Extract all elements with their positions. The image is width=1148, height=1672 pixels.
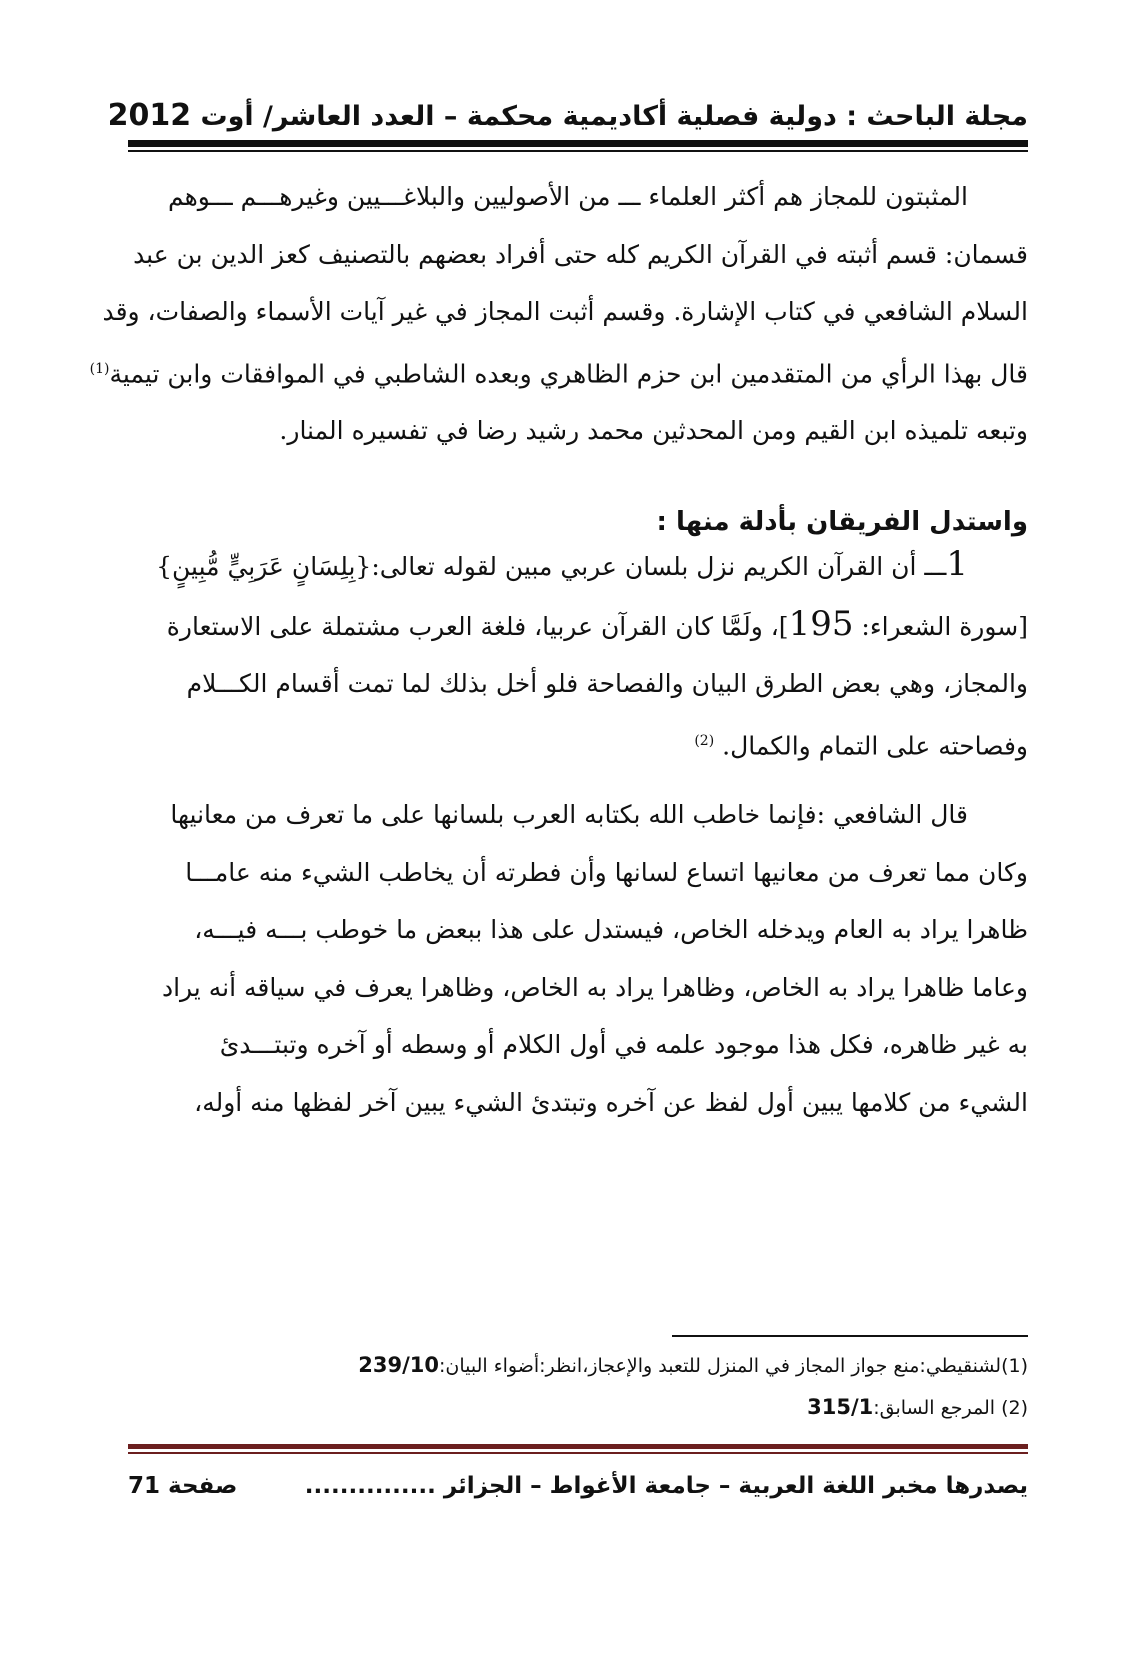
paragraph-3-line-1: قال الشافعي :فإنما خاطب الله بكتابه العرب بلسانها على ما تعرف من معانيها: [170, 800, 968, 829]
paragraph-2-line-1-text: ـــ أن القرآن الكريم نزل بلسان عربي مبين لقوله تعالى:{بِلِسَانٍ عَرَبِيٍّ مُّبِينٍ}: [156, 552, 947, 581]
footnote-1-ref: 239/10: [358, 1353, 439, 1377]
section-heading: واستدل الفريقان بأدلة منها :: [656, 507, 1028, 537]
paragraph-3-line-5: به غير ظاهره، فكل هذا موجود علمه في أول الكلام أو وسطه أو آخره وتبتـــدئ: [219, 1030, 1028, 1059]
verse-number: 195: [788, 603, 854, 644]
journal-title: مجلة الباحث : دولية فصلية أكاديمية محكمة – العدد العاشر/ أوت: [200, 101, 1028, 132]
paragraph-1-line-4: [89, 341, 1028, 403]
paragraph-1: [89, 168, 1028, 460]
paragraph-3-line-2: وكان مما تعرف من معانيها اتساع لسانها وأن فطرته أن يخاطب الشيء منه عامـــا: [185, 857, 1028, 887]
journal-header: [107, 96, 1028, 137]
page-footer: [128, 1466, 1028, 1506]
footer-rule-thin: [128, 1452, 1028, 1454]
paragraph-1-line-5: وتبعه تلميذه ابن القيم ومن المحدثين محمد رشيد رضا في تفسيره المنار.: [279, 416, 1028, 446]
footnote-2-mark: (2): [1001, 1397, 1028, 1419]
footnote-1: [128, 1350, 1028, 1381]
page-label: صفحة: [168, 1473, 238, 1499]
page-number-label: [128, 1466, 237, 1506]
paragraph-2-line-1: [128, 536, 1028, 596]
footnote-1-text: لشنقيطي:منع جواز المجاز في المنزل للتعبد والإعجاز،انظر:أضواء البيان:: [439, 1355, 1002, 1377]
paragraph-3: [128, 786, 1028, 1131]
footnote-2: [128, 1392, 1028, 1423]
list-number: 1: [946, 544, 968, 584]
paragraph-1-line-3: السلام الشافعي في كتاب الإشارة. وقسم أثبت المجاز في غير آيات الأسماء والصفات، وقد: [102, 297, 1028, 326]
footnote-2-text: المرجع السابق:: [873, 1397, 996, 1419]
footnote-mark-1: (1): [89, 360, 110, 377]
paragraph-1-line-1: المثبتون للمجاز هم أكثر العلماء ـــ من الأصوليين والبلاغـــيين وغيرهـــم ـــوهم: [167, 182, 968, 211]
paragraph-2-line-4-text: وفصاحته على التمام والكمال.: [722, 730, 1028, 760]
header-rule-thin: [128, 150, 1028, 152]
paragraph-3-line-4: وعاما ظاهرا يراد به الخاص، وظاهرا يراد به الخاص، وظاهرا يعرف في سياقه أنه يراد: [161, 972, 1028, 1002]
footer-publisher: يصدرها مخبر اللغة العربية – جامعة الأغواط – الجزائر ...............: [304, 1473, 1028, 1499]
paragraph-1-line-4-text: قال بهذا الرأي من المتقدمين ابن حزم الظاهري وبعده الشاطبي في الموافقات وابن تيمية: [109, 358, 1028, 388]
paragraph-2-line-2: [128, 596, 1028, 656]
footer-rule-thick: [128, 1444, 1028, 1449]
footnote-2-ref: 315/1: [807, 1395, 874, 1419]
footnote-separator: [672, 1335, 1028, 1337]
paragraph-2-line-3: والمجاز، وهي بعض الطرق البيان والفصاحة فلو أخل بذلك لما تمت أقسام الكـــلام: [186, 669, 1028, 698]
footnote-mark-2: (2): [694, 732, 715, 749]
journal-year: 2012: [107, 98, 192, 133]
footnote-1-mark: (1): [1001, 1355, 1028, 1377]
page-number: 71: [128, 1473, 161, 1499]
paragraph-2: [128, 536, 1028, 774]
paragraph-3-line-3: ظاهرا يراد به العام ويدخله الخاص، فيستدل على هذا ببعض ما خوطب بـــه فيـــه،: [194, 915, 1028, 944]
paragraph-3-line-6: الشيء من كلامها يبين أول لفظ عن آخره وتبتدئ الشيء يبين آخر لفظها منه أوله،: [194, 1087, 1028, 1117]
paragraph-2-line-2-text: ]، ولَمَّا كان القرآن عربيا، فلغة العرب مشتملة على الاستعارة: [166, 611, 789, 641]
paragraph-2-line-4: [128, 713, 1028, 775]
paragraph-1-line-2: قسمان: قسم أثبته في القرآن الكريم كله حتى أفراد بعضهم بالتصنيف كعز الدين بن عبد: [133, 239, 1028, 269]
header-rule-thick: [128, 140, 1028, 147]
surah-reference: [سورة الشعراء:: [861, 611, 1028, 641]
